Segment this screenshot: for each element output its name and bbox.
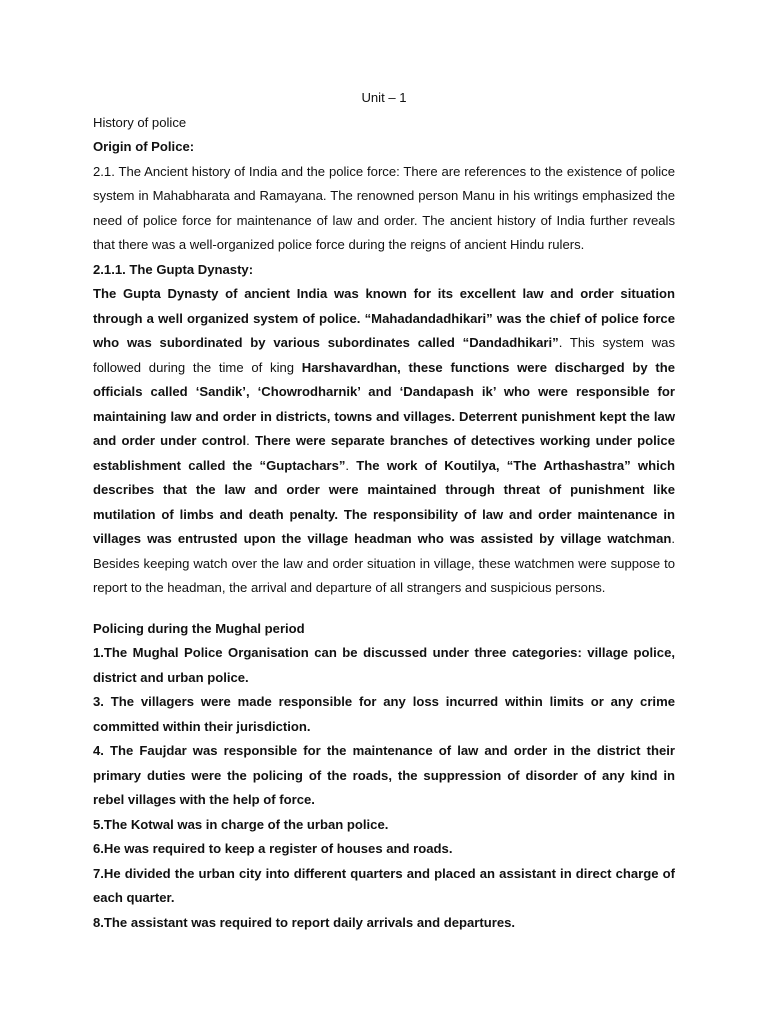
- mughal-point-7: 7.He divided the urban city into different quarters and placed an assistant in direct charge of each quarter.: [93, 865, 675, 905]
- unit-title: Unit – 1: [361, 90, 407, 105]
- document-content: [93, 86, 675, 935]
- gupta-text-1: The Gupta Dynasty of ancient India was known for its excellent law and order situation through a well organized system of police. “Mahadandadhikari” was the chief of police force who was subordinated by various subordinates called “Dandadhikari”: [93, 286, 675, 350]
- gupta-text-5: There were separate branches of detectives working under police establishment called the “Guptachars”: [93, 433, 675, 473]
- mughal-point-3: 3. The villagers were made responsible for any loss incurred within limits or any crime committed within their jurisdiction.: [93, 694, 675, 734]
- paragraph-gap: [93, 601, 675, 617]
- gupta-text-3: Harshavardhan, these functions were discharged by the officials called ‘Sandik’, ‘Chowrodharnik’ and ‘Dandapash ik’ who were responsible for maintaining law and order in districts, towns and villages. Deterrent punishment kept the law and order under control: [93, 359, 675, 448]
- gupta-text-6: .: [345, 457, 357, 473]
- origin-heading: Origin of Police:: [93, 139, 195, 154]
- history-heading: History of police: [93, 114, 187, 130]
- gupta-paragraph: [93, 282, 675, 601]
- gupta-text-10: . Besides keeping watch over the law and order situation in village, these watchmen were suppose to report to the headman, the arrival and departure of all strangers and suspicious persons.: [93, 531, 675, 595]
- ancient-paragraph: 2.1. The Ancient history of India and the police force: There are references to the existence of police system in Mahabharata and Ramayana. The renowned person Manu in his writings emphasized the need of police force for maintenance of law and order. The ancient history of India further reveals that there was a well-organized police force during the reigns of ancient Hindu rulers.: [93, 163, 675, 252]
- gupta-heading: 2.1.1. The Gupta Dynasty:: [93, 261, 254, 277]
- mughal-point-6: 6.He was required to keep a register of houses and roads.: [93, 841, 453, 856]
- gupta-text-4: .: [246, 433, 255, 448]
- mughal-point-5: 5.The Kotwal was in charge of the urban police.: [93, 816, 389, 832]
- gupta-text-2: . This system was followed during the time of king: [93, 335, 675, 375]
- gupta-text-9: The responsibility of law and order maintenance in villages was entrusted upon the village headman who was assisted by village watchman: [93, 506, 675, 546]
- mughal-point-4: 4. The Faujdar was responsible for the maintenance of law and order in the district their primary duties were the policing of the roads, the suppression of disorder of any kind in rebel villages with the help of force.: [93, 743, 675, 807]
- mughal-heading: Policing during the Mughal period: [93, 620, 305, 636]
- mughal-point-8: 8.The assistant was required to report daily arrivals and departures.: [93, 914, 516, 930]
- gupta-text-7: The work of Koutilya, “The Arthashastra” which describes that the law and order were maintained through threat of punishment like mutilation of limbs and death penalty.: [93, 457, 676, 522]
- mughal-point-1: 1.The Mughal Police Organisation can be discussed under three categories: village police, district and urban police.: [93, 645, 675, 685]
